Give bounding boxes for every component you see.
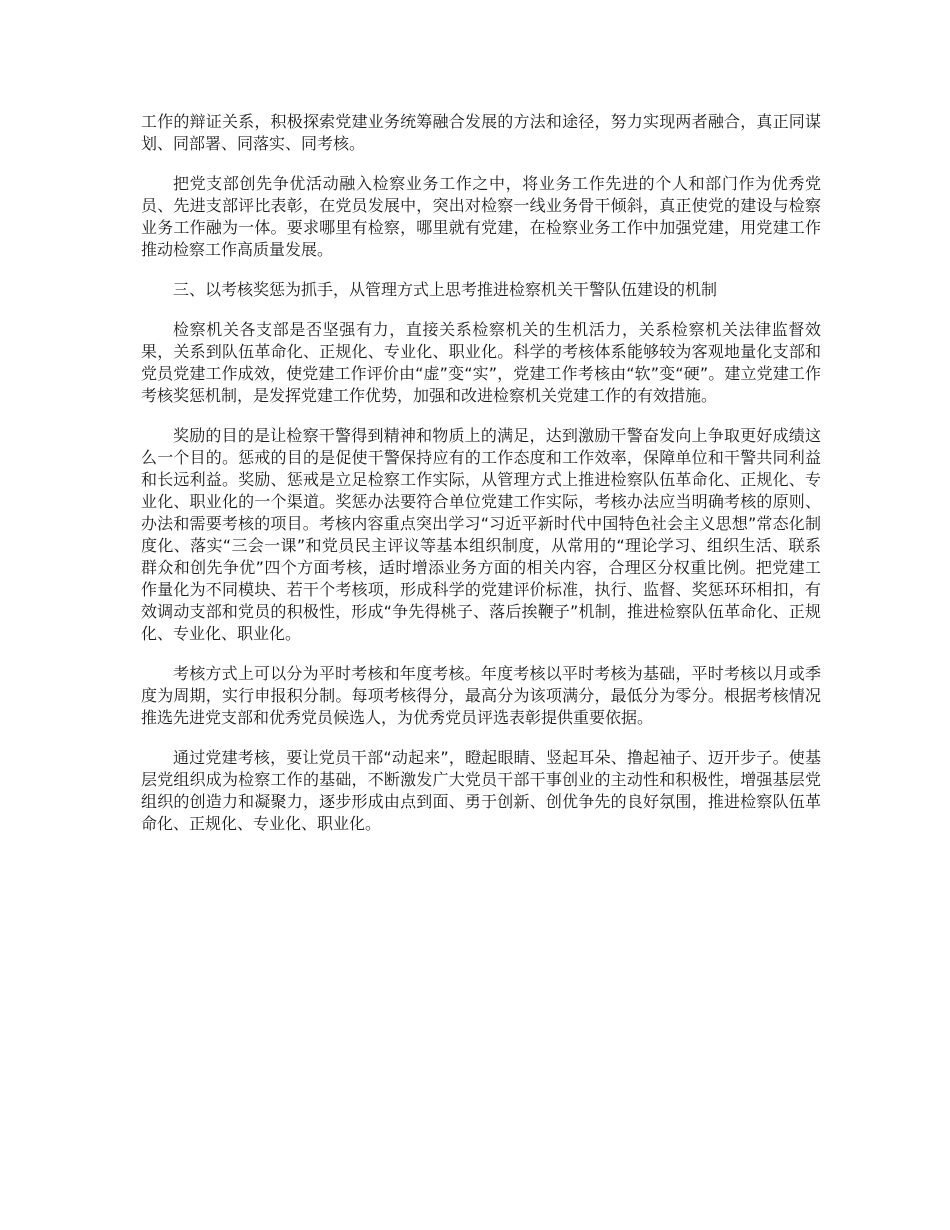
section-heading-three: 三、以考核奖惩为抓手，从管理方式上思考推进检察机关干警队伍建设的机制 <box>173 280 718 299</box>
paragraph-rewards-punishments: 奖励的目的是让检察干警得到精神和物质上的满足，达到激励干警奋发向上争取更好成绩这么一个目的。惩戒的目的是促使干警保持应有的工作态度和工作效率，保障单位和干警共同利益和长远利益。奖励、惩戒是立足检察工作实际，从管理方式上推进检察队伍革命化、正规化、专业化、职业化的一个渠道。奖惩办法要符合单位党建工作实际，考核办法应当明确考核的原则、办法和需要考核的项目。考核内容重点突出学习“习近平新时代中国特色社会主义思想”常态化制度化、落实“三会一课”和党员民主评议等基本组织制度，从常用的“理论学习、组织生活、联系群众和创先争优”四个方面考核，适时增添业务方面的相关内容，合理区分权重比例。把党建工作量化为不同模块、若干个考核项，形成科学的党建评价标准，执行、监督、奖惩环环相扣，有效调动支部和党员的积极性，形成“争先得桃子、落后挨鞭子”机制，推进检察队伍革命化、正规化、专业化、职业化。 <box>141 426 821 643</box>
document-body <box>141 111 821 853</box>
paragraph-continuation: 工作的辩证关系，积极探索党建业务统筹融合发展的方法和途径，努力实现两者融合，真正同谋划、同部署、同落实、同考核。 <box>141 112 821 153</box>
paragraph-conclusion: 通过党建考核，要让党员干部“动起来”，瞪起眼睛、竖起耳朵、撸起袖子、迈开步子。使基层党组织成为检察工作的基础，不断激发广大党员干部干事创业的主动性和积极性，增强基层党组织的创造力和凝聚力，逐步形成由点到面、勇于创新、创优争先的良好氛围，推进检察队伍革命化、正规化、专业化、职业化。 <box>141 748 821 833</box>
paragraph-party-branch-integration: 把党支部创先争优活动融入检察业务工作之中，将业务工作先进的个人和部门作为优秀党员、先进支部评比表彰，在党员发展中，突出对检察一线业务骨干倾斜，真正使党的建设与检察业务工作融为一体。要求哪里有检察，哪里就有党建，在检察业务工作中加强党建，用党建工作推动检察工作高质量发展。 <box>141 174 821 259</box>
paragraph-assessment-methods: 考核方式上可以分为平时考核和年度考核。年度考核以平时考核为基础，平时考核以月或季度为周期，实行申报积分制。每项考核得分，最高分为该项满分，最低分为零分。根据考核情况推选先进党支部和优秀党员候选人，为优秀党员评选表彰提供重要依据。 <box>141 664 821 727</box>
paragraph-assessment-system: 检察机关各支部是否坚强有力，直接关系检察机关的生机活力，关系检察机关法律监督效果，关系到队伍革命化、正规化、专业化、职业化。科学的考核体系能够较为客观地量化支部和党员党建工作成效，使党建工作评价由“虚”变“实”，党建工作考核由“软”变“硬”。建立党建工作考核奖惩机制，是发挥党建工作优势，加强和改进检察机关党建工作的有效措施。 <box>141 320 821 405</box>
